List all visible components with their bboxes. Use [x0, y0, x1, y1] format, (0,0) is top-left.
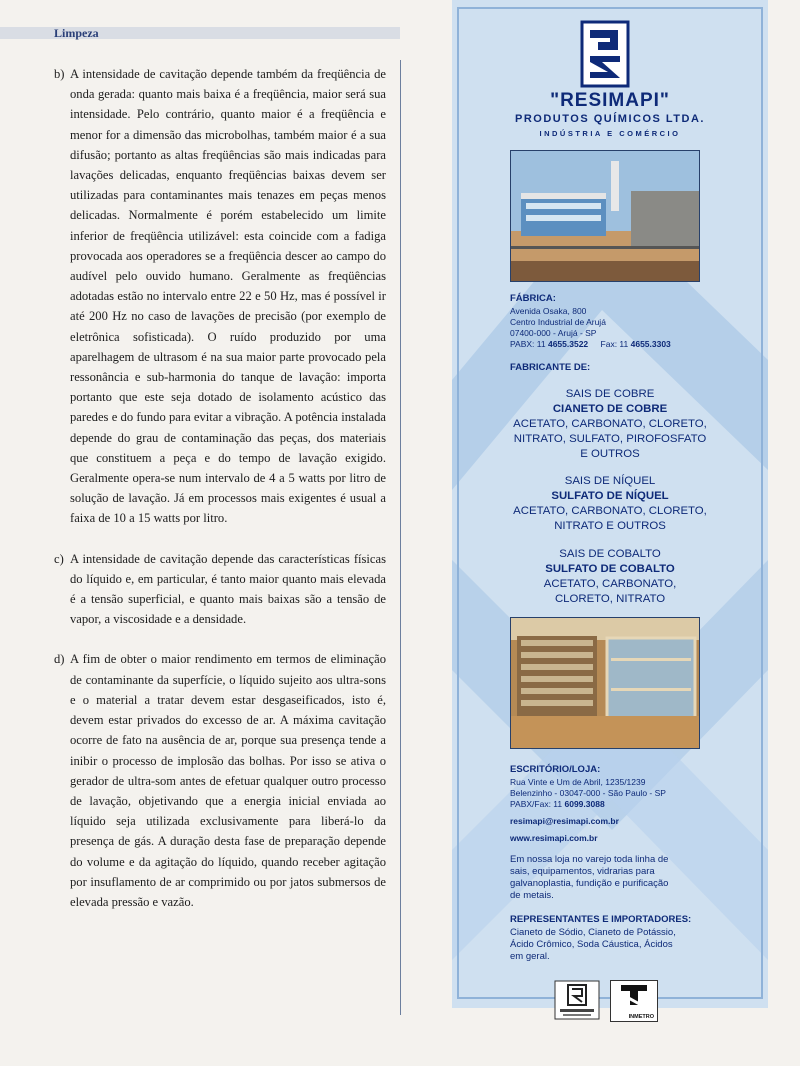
- product-line: CLORETO, NITRATO: [554, 593, 666, 605]
- resimapi-advertisement: [452, 0, 768, 1020]
- phone-prefix: PABX: 11: [510, 339, 548, 349]
- store-line: galvanoplastia, fundição e purificação: [510, 878, 669, 889]
- product-title: SAIS DE COBRE: [565, 388, 655, 400]
- brand-name: "RESIMAPI": [550, 90, 670, 111]
- paragraph-text: A intensidade de cavitação depende também da freqüência de onda gerada: quanto mais baixa é a freqüência, maior será sua intensidade. Pelo contrário, quanto maior é a freqüência e menor for a dimensão das microbolhas, também maior é a sua difusão; portanto as altas freqüências são mais indicadas para lavações delicadas, enquanto freqüências baixas devem ser utilizadas para contaminantes mais tenazes em peças menos delicadas. Normalmente é porém estabelecido um limite inferior de freqüência utilizável: esta coincide com a fadiga provocada aos operadores se a freqüência descer ao campo do audível pelo ouvido humano. Geralmente as freqüências adotadas estão no intervalo entre 22 e 50 Hz, mas é possível ir até 200 Hz no caso de lavações de precisão (por exemplo de eletrônica sofisticada). O ruído produzido por uma aparelhagem de ultrasom é na sua maior parte provocado pela ressonância e sub-harmonia do tanque de lavação: importa portanto que este seja dotado de isolamento acústico das paredes e do fundo para evitar a vibração. A potência instalada depende do grau de contaminação das peças, dos materiais que constituem a peça e do tempo de lavação exigido. Geralmente opera-se num intervalo de 4 a 5 watts por litro de solução de lavação. Já em processos mais exigentes é usual a faixa de 10 a 15 watts por litro.: [70, 67, 386, 526]
- column-divider: [400, 60, 401, 1015]
- paragraph-c: [54, 549, 386, 630]
- inmetro-logo-icon: [611, 981, 657, 1009]
- store-line: sais, equipamentos, vidrarias para: [510, 866, 655, 877]
- phone-prefix: PABX/Fax: 11: [510, 799, 565, 809]
- brand-tagline: INDÚSTRIA E COMÉRCIO: [539, 129, 681, 138]
- office-phone-line: [510, 799, 666, 810]
- factory-address: [510, 306, 671, 350]
- product-main: CIANETO DE COBRE: [552, 403, 668, 415]
- paragraph-letter: b): [54, 67, 65, 81]
- factory-phones: [510, 339, 671, 350]
- paragraph-letter: c): [54, 551, 64, 566]
- email-link[interactable]: resimapi@resimapi.com.br: [510, 816, 619, 826]
- address-line: Belenzinho - 03047-000 - São Paulo - SP: [510, 788, 666, 798]
- website-link[interactable]: www.resimapi.com.br: [510, 833, 598, 843]
- maker-heading: FABRICANTE DE:: [510, 362, 591, 373]
- product-line: ACETATO, CARBONATO,: [543, 578, 677, 590]
- address-line: 07400-000 - Arujá - SP: [510, 328, 597, 338]
- address-line: Avenida Osaka, 800: [510, 306, 587, 316]
- product-line: ACETATO, CARBONATO, CLORETO,: [513, 418, 707, 430]
- store-description: [510, 854, 668, 902]
- paragraph-b: [54, 64, 386, 529]
- product-main: SULFATO DE COBALTO: [545, 563, 675, 575]
- store-line: de metais.: [510, 890, 554, 901]
- resimapi-logo-icon: [580, 20, 630, 88]
- paragraph-text: A intensidade de cavitação depende das características físicas do líquido e, em particular, é tanto maior quanto mais elevada é a tensão superficial, e quanto mais baixas são a tensão de vapor, a viscosidade e a densidade.: [70, 551, 386, 627]
- product-group-nickel: [472, 474, 748, 534]
- reps-text: [510, 927, 676, 963]
- reps-line: Cianeto de Sódio, Cianeto de Potássio,: [510, 927, 676, 938]
- article-column: [54, 64, 386, 932]
- product-group-copper: [472, 387, 748, 462]
- fax-prefix: Fax: 11: [600, 339, 631, 349]
- address-line: Rua Vinte e Um de Abril, 1235/1239: [510, 777, 646, 787]
- factory-heading: FÁBRICA:: [510, 293, 556, 304]
- address-line: Centro Industrial de Arujá: [510, 317, 606, 327]
- inmetro-label: INMETRO: [628, 1014, 654, 1020]
- office-address: [510, 777, 666, 844]
- reps-line: em geral.: [510, 951, 550, 962]
- product-line: E OUTROS: [580, 448, 640, 460]
- store-photo: [510, 617, 700, 749]
- paragraph-letter: d): [54, 652, 65, 667]
- office-heading: ESCRITÓRIO/LOJA:: [510, 764, 601, 775]
- product-main: SULFATO DE NÍQUEL: [551, 490, 669, 502]
- product-line: NITRATO E OUTROS: [554, 520, 666, 532]
- inmetro-badge: [610, 980, 658, 1022]
- quality-certification-badge-icon: [554, 980, 600, 1020]
- factory-photo: [510, 150, 700, 282]
- factory-phone: 4655.3522: [547, 339, 589, 349]
- product-group-cobalt: [472, 547, 748, 607]
- store-line: Em nossa loja no varejo toda linha de: [510, 854, 669, 865]
- office-phone: 6099.3088: [564, 799, 605, 809]
- section-label: Limpeza: [54, 26, 99, 40]
- product-title: SAIS DE COBALTO: [559, 548, 661, 560]
- paragraph-d: [54, 649, 386, 912]
- brand-subtitle: PRODUTOS QUÍMICOS LTDA.: [515, 113, 705, 125]
- paragraph-text: A fim de obter o maior rendimento em termos de eliminação de contaminante da superfície, o líquido sujeito aos ultra-sons e o material a tratar devem estar desgaseificados, isto é, devem estar privados do excesso de ar. A máxima cavitação ocorre de fato na ausência de ar, porque sua presença tende a inibir o processo de implosão das bolhas. Por isso se ativa o gerador de ultra-som antes de efetuar qualquer outro processo de lavação, objetivando que a energia inicial enviada ao líquido seja utilizada exclusivamente para liberá-lo da presença de gás. A duração desta fase de preparação depende do volume e da agitação do líquido, quando receber agitação por insuflamento de ar comprimido ou por jatos submersos de elevada pressão e vazão.: [70, 652, 386, 909]
- reps-heading: REPRESENTANTES E IMPORTADORES:: [510, 914, 692, 925]
- factory-fax: 4655.3303: [630, 339, 671, 349]
- product-line: NITRATO, SULFATO, PIROFOSFATO: [513, 433, 707, 445]
- product-title: SAIS DE NÍQUEL: [564, 475, 656, 487]
- product-line: ACETATO, CARBONATO, CLORETO,: [513, 505, 707, 517]
- reps-line: Ácido Crômico, Soda Cáustica, Ácidos: [510, 939, 673, 950]
